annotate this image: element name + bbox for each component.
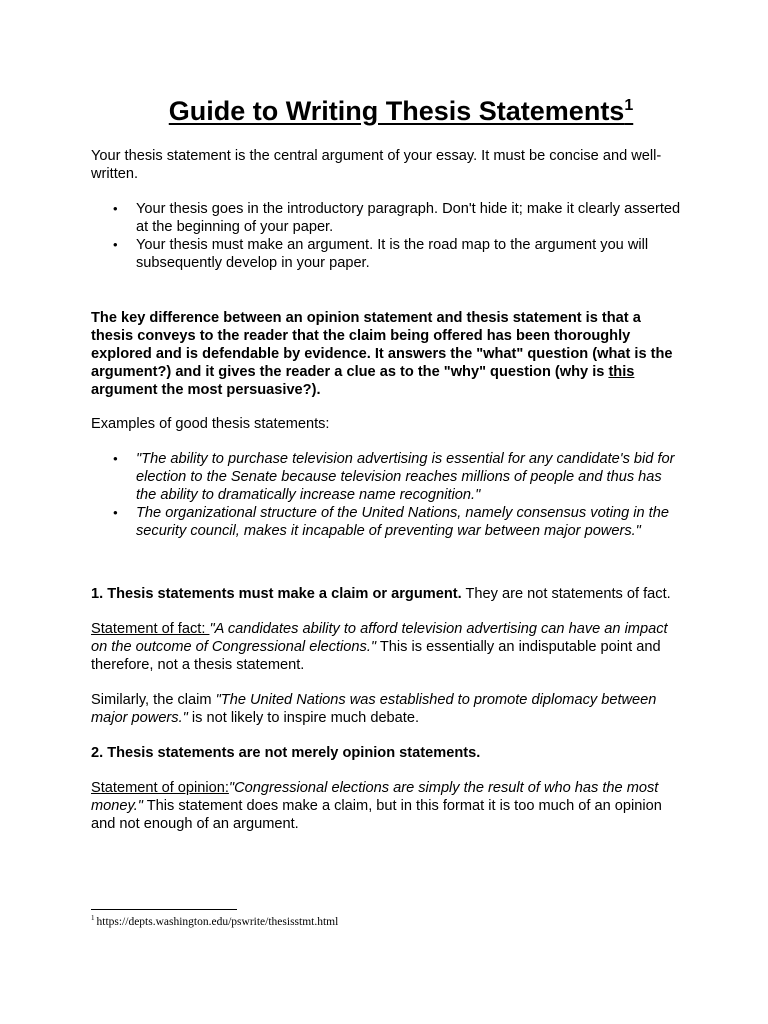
key-difference-text: The key difference between an opinion statement and thesis statement is that a thesis conveys to the reader that the claim being offered has been thoroughly explored and is defendable by evidence. It answers the "what" question (what is the argument?) and it gives the reader a clue as to the "why" question (why is bbox=[91, 310, 673, 380]
fact-quote: "A candidates ability to afford television advertising can have an impact on the outcome of Congressional elections." bbox=[91, 621, 668, 655]
footnote-divider bbox=[91, 909, 237, 910]
fact-text: This is essentially an indisputable point and therefore, not a thesis statement. bbox=[91, 639, 661, 673]
list-item: • Your thesis must make an argument. It is the road map to the argument you will subsequently develop in your paper. bbox=[91, 236, 681, 272]
key-difference-text-end: argument the most persuasive?). bbox=[91, 382, 321, 398]
title-footnote-mark: 1 bbox=[624, 97, 634, 114]
list-item: • The organizational structure of the United Nations, namely consensus voting in the security council, makes it incapable of preventing war between major powers." bbox=[91, 504, 681, 540]
footnote-link[interactable]: https://depts.washington.edu/pswrite/thesisstmt.html bbox=[96, 916, 339, 928]
document-body bbox=[91, 94, 681, 833]
key-difference-paragraph bbox=[91, 309, 681, 399]
section-2-heading: 2. Thesis statements are not merely opinion statements. bbox=[91, 745, 481, 761]
key-difference-emphasis: this bbox=[608, 364, 635, 380]
section-1-paragraph bbox=[91, 585, 681, 603]
opinion-example-paragraph bbox=[91, 779, 681, 833]
opinion-text: This statement does make a claim, but in this format it is too much of an opinion and not enough of an argument. bbox=[91, 798, 662, 832]
title-text: Guide to Writing Thesis Statements bbox=[168, 96, 625, 126]
list-item: • Your thesis goes in the introductory paragraph. Don't hide it; make it clearly asserted at the beginning of your paper. bbox=[91, 200, 681, 236]
opinion-label: Statement of opinion: bbox=[91, 780, 229, 796]
intro-paragraph: Your thesis statement is the central argument of your essay. It must be concise and well-written. bbox=[91, 148, 662, 182]
similar-text-end: is not likely to inspire much debate. bbox=[187, 710, 420, 726]
examples-heading: Examples of good thesis statements: bbox=[91, 416, 330, 432]
fact-example-paragraph bbox=[91, 620, 681, 674]
page-title bbox=[91, 94, 681, 128]
thesis-rules-list bbox=[91, 200, 681, 272]
similar-quote: "The United Nations was established to promote diplomacy between major powers." bbox=[91, 692, 657, 726]
footnote-mark: 1 bbox=[91, 914, 95, 923]
fact-label: Statement of fact: bbox=[91, 621, 210, 637]
opinion-quote: "Congressional elections are simply the result of who has the most money." bbox=[91, 780, 659, 814]
footnote bbox=[91, 915, 338, 929]
similar-text: Similarly, the claim bbox=[91, 692, 216, 708]
section-1-heading: 1. Thesis statements must make a claim or argument. bbox=[91, 586, 462, 602]
examples-list bbox=[91, 450, 681, 540]
list-item: • "The ability to purchase television advertising is essential for any candidate's bid for election to the Senate because television reaches millions of people and thus has the ability to dramatically increase name recognition." bbox=[91, 450, 681, 504]
similar-claim-paragraph bbox=[91, 691, 681, 727]
section-1-text: They are not statements of fact. bbox=[461, 586, 671, 602]
